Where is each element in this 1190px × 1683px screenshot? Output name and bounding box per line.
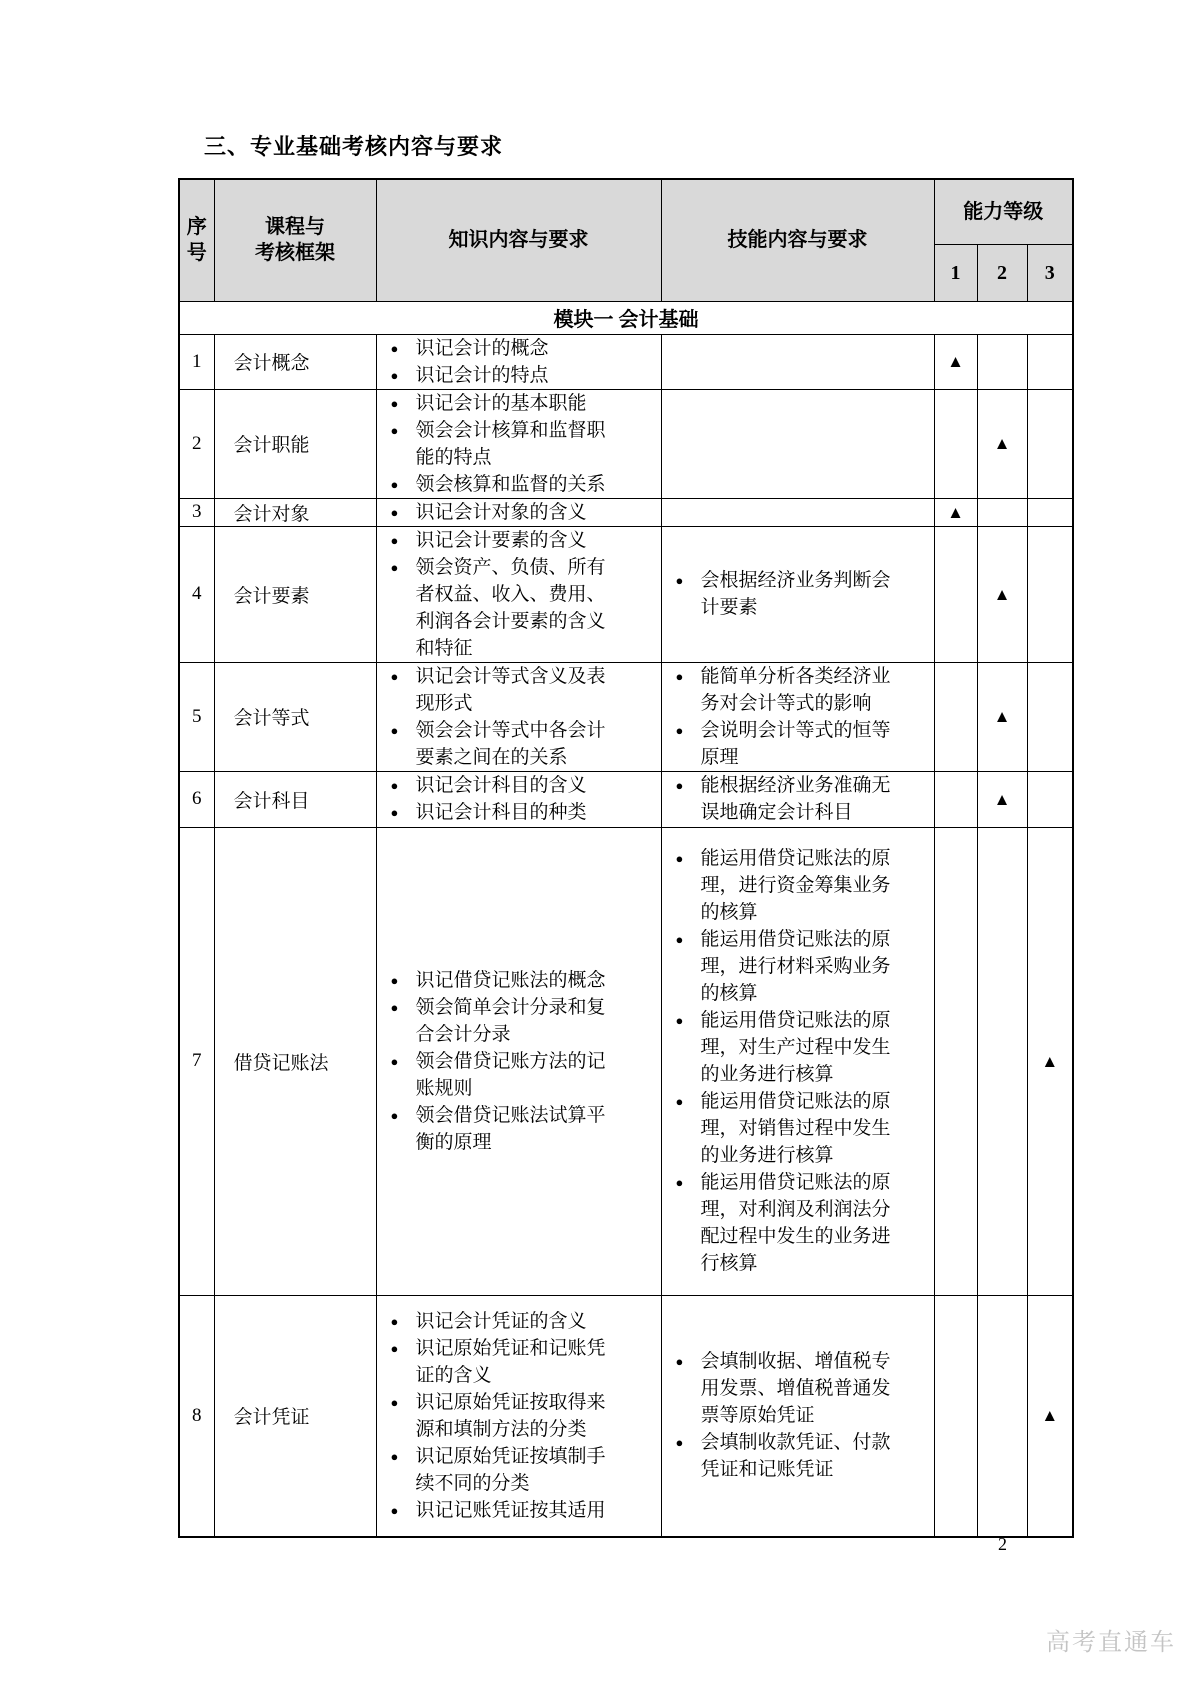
level-2-cell: [977, 334, 1027, 389]
bullet-text: 识记会计等式含义及表现形式: [415, 665, 606, 714]
table-row: [179, 662, 1073, 771]
bullet-text: 识记记账凭证按其适用: [415, 1499, 606, 1521]
level-2-cell: [977, 1295, 1027, 1537]
row-course: 会计要素: [214, 526, 376, 662]
table-row: [179, 827, 1073, 1295]
row-skills: [661, 1295, 934, 1537]
level-3-cell: [1027, 827, 1073, 1295]
row-seq: 3: [179, 498, 214, 526]
list-item: [662, 845, 934, 926]
row-course: 会计科目: [214, 771, 376, 827]
watermark: 高考直通车: [1046, 1629, 1176, 1656]
bullet-icon: ●: [390, 532, 399, 548]
bullet-icon: ●: [390, 1107, 399, 1123]
list-item: [662, 717, 934, 771]
list-item: [662, 567, 934, 621]
row-seq: 7: [179, 827, 214, 1295]
bullet-icon: ●: [675, 668, 684, 684]
bullet-text: 会填制收据、增值税专用发票、增值税普通发票等原始凭证: [700, 1351, 891, 1427]
level-2-cell: [977, 498, 1027, 526]
bullet-text: 领会会计等式中各会计要素之间在的关系: [415, 719, 606, 768]
level-1-cell: [934, 526, 977, 662]
header-seq: [179, 179, 214, 301]
list-item: [662, 1429, 934, 1483]
bullet-text: 领会借贷记账法试算平衡的原理: [415, 1104, 606, 1153]
module-header-row: [179, 301, 1073, 334]
bullet-text: 能简单分析各类经济业务对会计等式的影响: [700, 665, 891, 714]
list-item: [662, 1088, 934, 1169]
list-item: [377, 471, 661, 498]
row-seq: 8: [179, 1295, 214, 1537]
triangle-marker: ▲: [1041, 1051, 1059, 1071]
header-seq-line1: 序: [186, 216, 207, 239]
bullet-text: 能根据经济业务准确无误地确定会计科目: [700, 775, 891, 823]
level-3-cell: [1027, 498, 1073, 526]
row-course: 会计职能: [214, 389, 376, 498]
table-row: [179, 1295, 1073, 1537]
row-skills: [661, 389, 934, 498]
bullet-icon: ●: [675, 778, 684, 793]
level-2-cell: [977, 389, 1027, 498]
bullet-text: 领会会计核算和监督职能的特点: [415, 419, 606, 468]
list-item: [662, 1007, 934, 1088]
level-1-cell: [934, 334, 977, 389]
table-row: [179, 498, 1073, 526]
list-item: [662, 1169, 934, 1277]
level-2-cell: [977, 526, 1027, 662]
bullet-icon: ●: [675, 573, 684, 588]
bullet-text: 领会核算和监督的关系: [415, 473, 606, 495]
level-1-cell: [934, 771, 977, 827]
assessment-table: [178, 178, 1074, 1538]
header-course: [214, 179, 376, 301]
level-1-cell: [934, 498, 977, 526]
row-skills: [661, 827, 934, 1295]
page-title: 三、专业基础考核内容与要求: [204, 134, 504, 159]
level-3-cell: [1027, 662, 1073, 771]
header-course-line2: 考核框架: [255, 242, 335, 265]
row-skills: [661, 771, 934, 827]
row-seq: 1: [179, 334, 214, 389]
list-item: [377, 1443, 661, 1497]
row-seq: 5: [179, 662, 214, 771]
bullet-icon: ●: [390, 1448, 399, 1464]
header-course-line1: 课程与: [265, 216, 325, 239]
row-knowledge: [376, 827, 661, 1295]
row-seq: 6: [179, 771, 214, 827]
header-seq-line2: 号: [186, 242, 207, 265]
bullet-icon: ●: [390, 1340, 399, 1356]
header-knowledge: 知识内容与要求: [376, 179, 661, 301]
bullet-text: 识记借贷记账法的概念: [415, 969, 606, 991]
bullet-icon: ●: [675, 1175, 684, 1190]
bullet-icon: ●: [390, 1394, 399, 1410]
bullet-icon: ●: [390, 1053, 399, 1069]
bullet-icon: ●: [390, 1502, 399, 1518]
row-knowledge: [376, 334, 661, 389]
triangle-marker: ▲: [993, 789, 1011, 809]
bullet-icon: ●: [390, 805, 399, 820]
level-3-cell: [1027, 389, 1073, 498]
bullet-icon: ●: [390, 559, 399, 575]
level-2-cell: [977, 662, 1027, 771]
bullet-text: 识记会计科目的种类: [415, 802, 587, 823]
bullet-icon: ●: [675, 1013, 684, 1028]
bullet-icon: ●: [390, 1313, 399, 1329]
triangle-marker: ▲: [1041, 1406, 1059, 1426]
bullet-text: 识记会计凭证的含义: [415, 1310, 587, 1332]
triangle-marker: ▲: [947, 502, 964, 522]
bullet-icon: ●: [675, 1354, 684, 1370]
list-item: [377, 772, 661, 799]
bullet-icon: ●: [675, 851, 684, 866]
bullet-icon: ●: [675, 932, 684, 947]
list-item: [377, 527, 661, 554]
row-course: 会计等式: [214, 662, 376, 771]
bullet-text: 能运用借贷记账法的原理，进行资金筹集业务的核算: [700, 848, 891, 923]
list-item: [377, 417, 661, 471]
bullet-icon: ●: [675, 1094, 684, 1109]
bullet-icon: ●: [675, 722, 684, 738]
table-row: [179, 389, 1073, 498]
triangle-marker: ▲: [993, 434, 1011, 453]
list-item: [377, 994, 661, 1048]
bullet-text: 识记会计的特点: [415, 364, 549, 386]
level-3-cell: [1027, 1295, 1073, 1537]
list-item: [662, 772, 934, 826]
list-item: [377, 390, 661, 417]
bullet-text: 识记原始凭证和记账凭证的含义: [415, 1337, 606, 1386]
level-3-cell: [1027, 526, 1073, 662]
table-row: [179, 771, 1073, 827]
row-skills: [661, 334, 934, 389]
header-level-3: 3: [1027, 244, 1073, 301]
level-3-cell: [1027, 771, 1073, 827]
row-knowledge: [376, 662, 661, 771]
bullet-text: 能运用借贷记账法的原理，对生产过程中发生的业务进行核算: [700, 1010, 891, 1085]
list-item: [662, 663, 934, 717]
level-1-cell: [934, 827, 977, 1295]
bullet-text: 能运用借贷记账法的原理，进行材料采购业务的核算: [700, 929, 891, 1004]
bullet-text: 能运用借贷记账法的原理，对利润及利润法分配过程中发生的业务进行核算: [700, 1172, 891, 1274]
row-course: 会计对象: [214, 498, 376, 526]
level-3-cell: [1027, 334, 1073, 389]
bullet-text: 领会资产、负债、所有者权益、收入、费用、利润各会计要素的含义和特征: [415, 556, 606, 659]
row-knowledge: [376, 1295, 661, 1537]
list-item: [377, 1308, 661, 1335]
bullet-text: 识记会计对象的含义: [415, 501, 587, 523]
row-course: 会计凭证: [214, 1295, 376, 1537]
bullet-icon: ●: [390, 504, 399, 520]
module-header: 模块一 会计基础: [179, 301, 1073, 334]
row-skills: [661, 526, 934, 662]
bullet-icon: ●: [390, 367, 399, 383]
list-item: [377, 799, 661, 826]
bullet-icon: ●: [390, 722, 399, 738]
bullet-text: 识记原始凭证按取得来源和填制方法的分类: [415, 1391, 606, 1440]
list-item: [377, 663, 661, 717]
page-number: 2: [998, 1534, 1007, 1554]
level-1-cell: [934, 1295, 977, 1537]
list-item: [662, 926, 934, 1007]
list-item: [377, 335, 661, 362]
bullet-text: 领会借贷记账方法的记账规则: [415, 1050, 606, 1099]
level-2-cell: [977, 771, 1027, 827]
bullet-text: 识记会计科目的含义: [415, 775, 587, 796]
level-2-cell: [977, 827, 1027, 1295]
header-skills: 技能内容与要求: [661, 179, 934, 301]
triangle-marker: ▲: [947, 352, 964, 371]
row-course: 借贷记账法: [214, 827, 376, 1295]
bullet-text: 会填制收款凭证、付款凭证和记账凭证: [700, 1432, 891, 1481]
row-skills: [661, 662, 934, 771]
row-knowledge: [376, 771, 661, 827]
bullet-icon: ●: [390, 972, 399, 988]
row-seq: 4: [179, 526, 214, 662]
header-level-1: 1: [934, 244, 977, 301]
bullet-text: 能运用借贷记账法的原理，对销售过程中发生的业务进行核算: [700, 1091, 891, 1166]
bullet-text: 识记会计的基本职能: [415, 392, 587, 414]
list-item: [377, 499, 661, 526]
bullet-icon: ●: [675, 1435, 684, 1451]
bullet-icon: ●: [390, 778, 399, 793]
list-item: [377, 1048, 661, 1102]
bullet-text: 识记会计的概念: [415, 337, 549, 359]
bullet-icon: ●: [390, 395, 399, 411]
row-knowledge: [376, 498, 661, 526]
triangle-marker: ▲: [993, 584, 1011, 604]
table-header-row: [179, 179, 1073, 244]
row-course: 会计概念: [214, 334, 376, 389]
header-ability: 能力等级: [934, 179, 1073, 244]
bullet-icon: ●: [390, 476, 399, 492]
bullet-text: 领会简单会计分录和复合会计分录: [415, 996, 606, 1045]
bullet-text: 会说明会计等式的恒等原理: [700, 719, 891, 768]
table-row: [179, 526, 1073, 662]
row-skills: [661, 498, 934, 526]
bullet-text: 识记原始凭证按填制手续不同的分类: [415, 1445, 606, 1494]
bullet-icon: ●: [390, 422, 399, 438]
row-seq: 2: [179, 389, 214, 498]
list-item: [377, 1102, 661, 1156]
row-knowledge: [376, 389, 661, 498]
list-item: [377, 554, 661, 662]
list-item: [377, 967, 661, 994]
level-1-cell: [934, 389, 977, 498]
bullet-text: 识记会计要素的含义: [415, 529, 587, 551]
bullet-icon: ●: [390, 340, 399, 356]
row-knowledge: [376, 526, 661, 662]
list-item: [377, 1389, 661, 1443]
list-item: [377, 717, 661, 771]
header-level-2: 2: [977, 244, 1027, 301]
list-item: [662, 1348, 934, 1429]
list-item: [377, 1497, 661, 1524]
list-item: [377, 362, 661, 389]
triangle-marker: ▲: [993, 707, 1011, 726]
level-1-cell: [934, 662, 977, 771]
bullet-icon: ●: [390, 999, 399, 1015]
bullet-text: 会根据经济业务判断会计要素: [700, 570, 891, 618]
table-row: [179, 334, 1073, 389]
list-item: [377, 1335, 661, 1389]
bullet-icon: ●: [390, 668, 399, 684]
